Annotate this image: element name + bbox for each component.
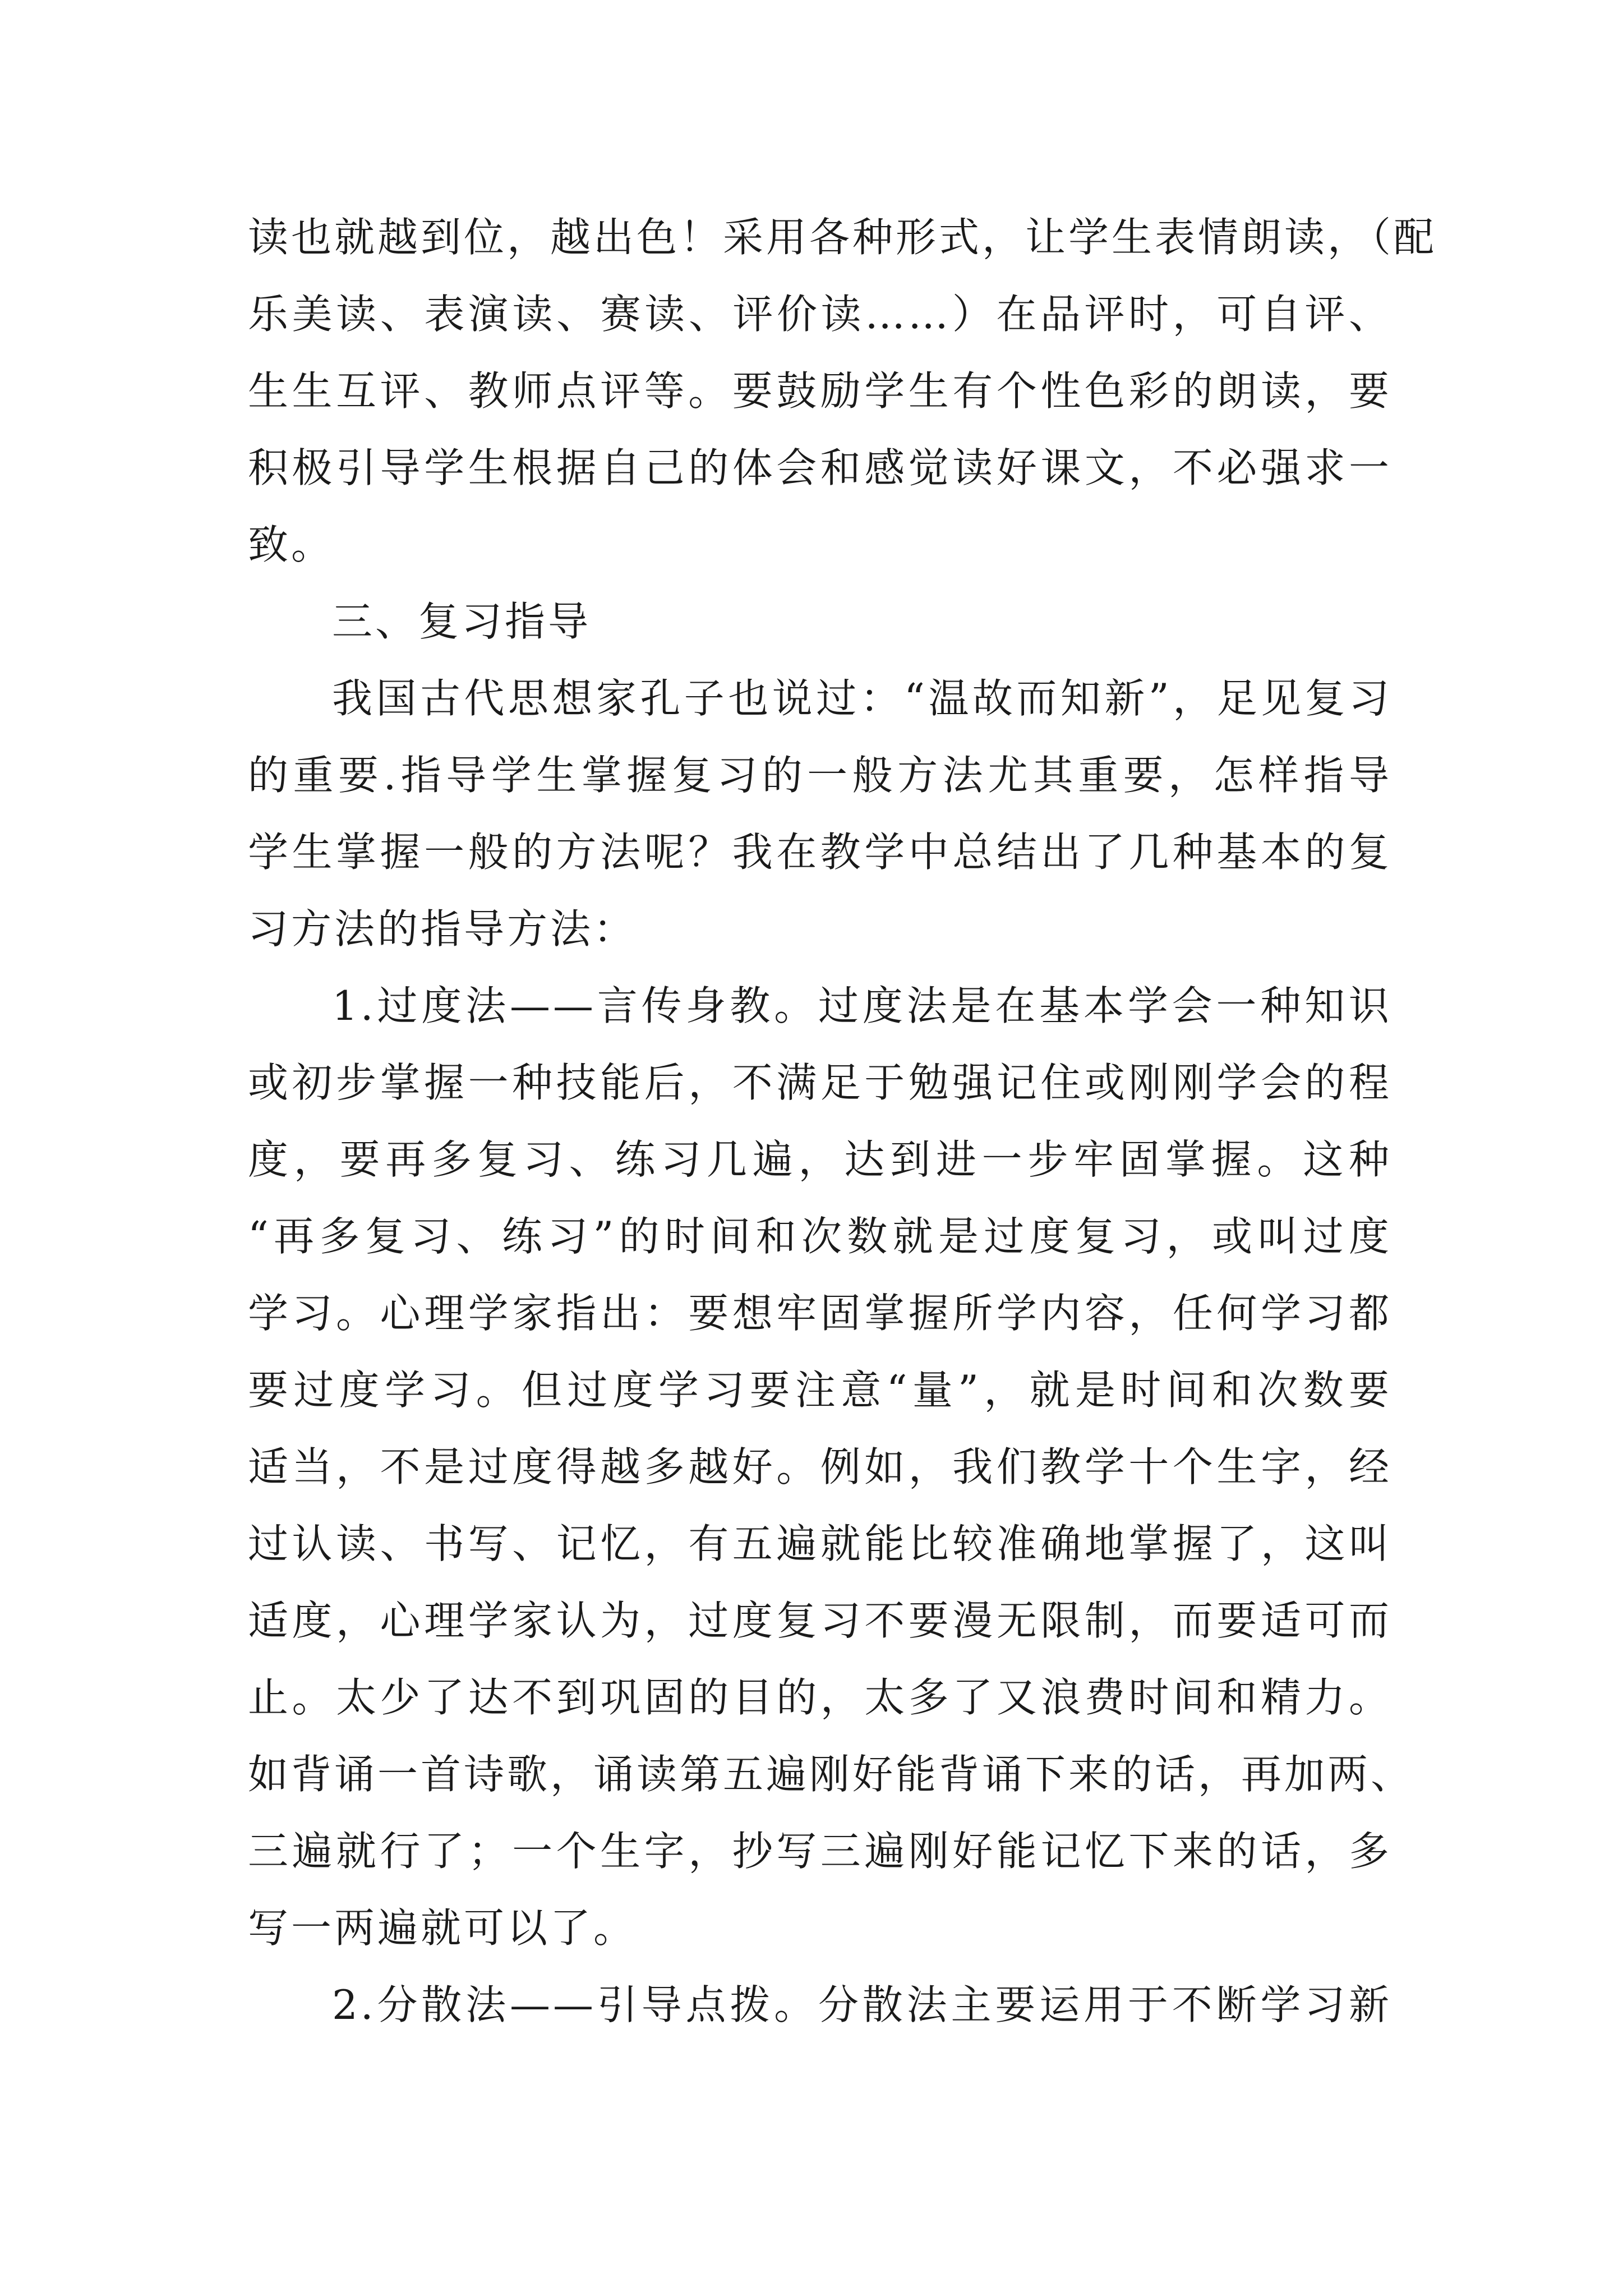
text-line: 如背诵一首诗歌，诵读第五遍刚好能背诵下来的话，再加两、 <box>248 1751 1414 1798</box>
text-line: 要过度学习。但过度学习要注意“量”，就是时间和次数要 <box>248 1366 1392 1414</box>
text-line: 生生互评、教师点评等。要鼓励学生有个性色彩的朗读，要 <box>248 367 1392 415</box>
text-line: 2.分散法——引导点拨。分散法主要运用于不断学习新 <box>332 1981 1392 2028</box>
text-line: 三遍就行了；一个生字，抄写三遍刚好能记忆下来的话，多 <box>248 1828 1392 1875</box>
text-line: 的重要.指导学生掌握复习的一般方法尤其重要，怎样指导 <box>248 752 1392 799</box>
text-line: 学习。心理学家指出：要想牢固掌握所学内容，任何学习都 <box>248 1290 1392 1337</box>
text-line: 我国古代思想家孔子也说过：“温故而知新”，足见复习 <box>332 675 1392 722</box>
section-heading: 三、复习指导 <box>332 598 592 645</box>
text-line: 度，要再多复习、练习几遍，达到进一步牢固掌握。这种 <box>248 1136 1392 1183</box>
text-line: 止。太少了达不到巩固的目的，太多了又浪费时间和精力。 <box>248 1674 1392 1721</box>
text-line: 积极引导学生根据自己的体会和感觉读好课文，不必强求一 <box>248 444 1392 491</box>
text-line: 习方法的指导方法： <box>248 905 637 953</box>
text-line: 致。 <box>248 521 335 568</box>
text-line: 适度，心理学家认为，过度复习不要漫无限制，而要适可而 <box>248 1597 1392 1644</box>
text-line: 1.过度法——言传身教。过度法是在基本学会一种知识 <box>332 982 1392 1029</box>
text-line: 乐美读、表演读、赛读、评价读……）在品评时，可自评、 <box>248 291 1392 338</box>
text-line: 过认读、书写、记忆，有五遍就能比较准确地掌握了，这叫 <box>248 1520 1392 1567</box>
text-line: 适当，不是过度得越多越好。例如，我们教学十个生字，经 <box>248 1443 1392 1490</box>
text-line: 学生掌握一般的方法呢？我在教学中总结出了几种基本的复 <box>248 829 1392 876</box>
text-line: 或初步掌握一种技能后，不满足于勉强记住或刚刚学会的程 <box>248 1059 1392 1106</box>
text-line: 读也就越到位，越出色！采用各种形式，让学生表情朗读，（配 <box>248 214 1437 261</box>
text-line: “再多复习、练习”的时间和次数就是过度复习，或叫过度 <box>248 1213 1392 1260</box>
body-text <box>248 199 1437 2044</box>
text-line: 写一两遍就可以了。 <box>248 1904 637 1952</box>
